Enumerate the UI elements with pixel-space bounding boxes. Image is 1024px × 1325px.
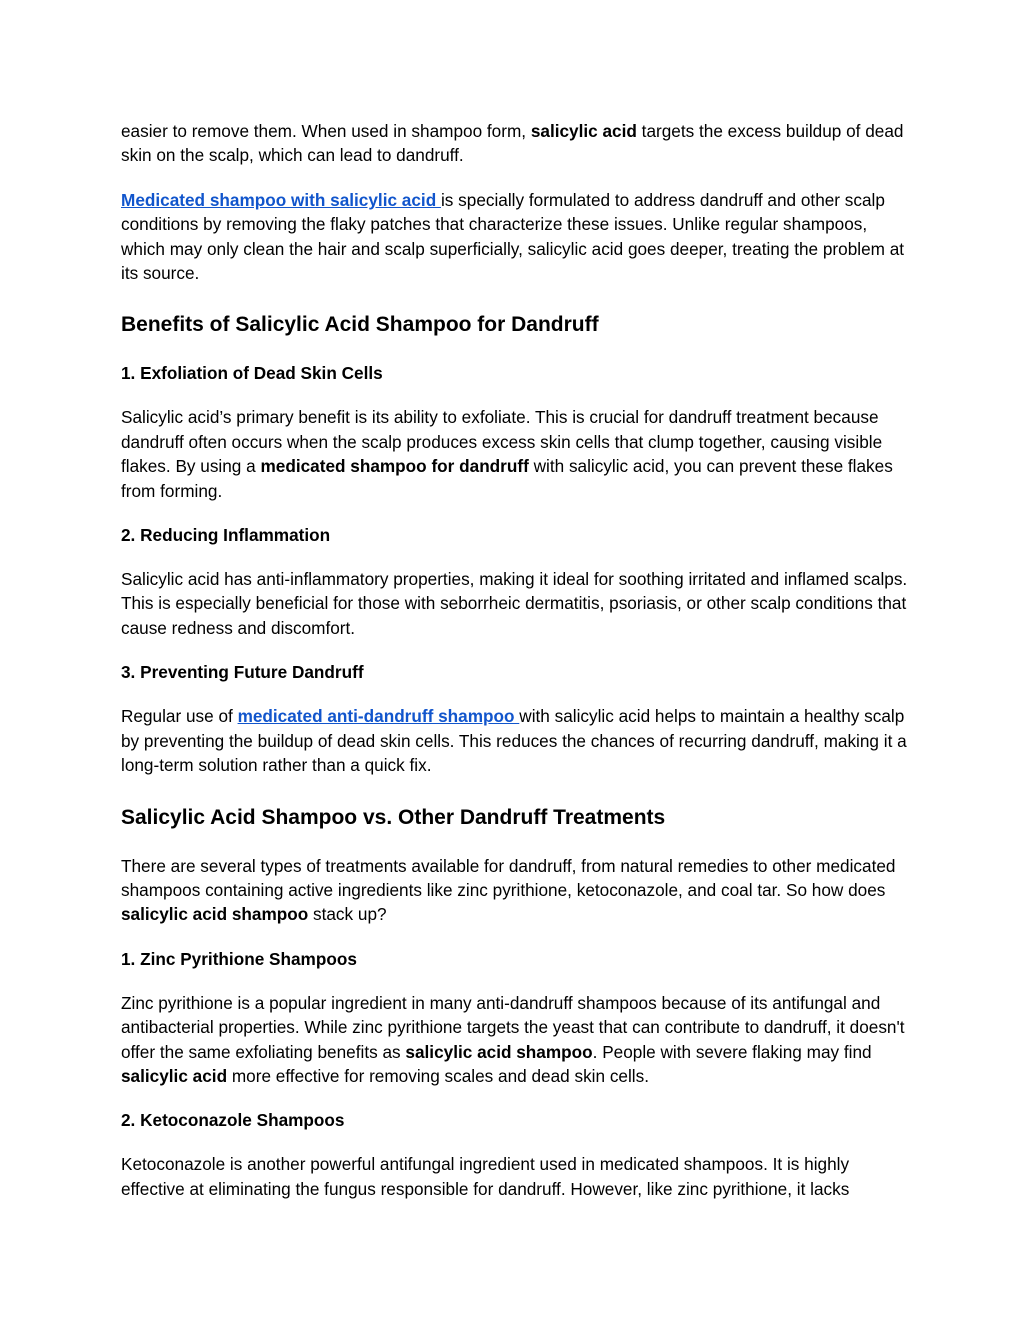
- paragraph-comparison-intro: There are several types of treatments available for dandruff, from natural remedies to other medicated shampoos containing active ingredients like zinc pyrithione, ketoconazole, and coal tar. So how does salicylic acid shampoo stack up?: [121, 855, 896, 925]
- heading-benefits: Benefits of Salicylic Acid Shampoo for Dandruff: [121, 313, 599, 337]
- paragraph-medicated: Medicated shampoo with salicylic acid is specially formulated to address dandruff and other scalp conditions by removing the flaky patches that characterize these issues. Unlike regular shampoos, which may only clean the hair and scalp superficially, salicylic acid goes deeper, treating the problem at its source.: [121, 189, 905, 284]
- link-medicated-anti-dandruff-shampoo[interactable]: medicated anti-dandruff shampoo: [237, 706, 520, 727]
- subheading-zinc: 1. Zinc Pyrithione Shampoos: [121, 948, 357, 969]
- paragraph-exfoliation: Salicylic acid’s primary benefit is its ability to exfoliate. This is crucial for dandruff treatment because dandruff often occurs when the scalp produces excess skin cells that clump together, causing visible flakes. By using a medicated shampoo for dandruff with salicylic acid, you can prevent these flakes from forming.: [121, 407, 893, 501]
- subheading-exfoliation: 1. Exfoliation of Dead Skin Cells: [121, 363, 383, 384]
- bold-keyword: salicylic acid: [121, 1065, 228, 1086]
- heading-comparison: Salicylic Acid Shampoo vs. Other Dandruff Treatments: [121, 805, 666, 829]
- paragraph-zinc: Zinc pyrithione is a popular ingredient in many anti-dandruff shampoos because of its antifungal and antibacterial properties. While zinc pyrithione targets the yeast that can contribute to dandruff, it doesn't offer the same exfoliating benefits as salicylic acid shampoo. People with severe flaking may find salicylic acid more effective for removing scales and dead skin cells.: [121, 992, 905, 1086]
- document-page: [121, 119, 911, 1201]
- paragraph-inflammation: Salicylic acid has anti-inflammatory properties, making it ideal for soothing irritated and inflamed scalps. This is especially beneficial for those with seborrheic dermatitis, psoriasis, or other scalp conditions that cause redness and discomfort.: [121, 569, 908, 638]
- bold-keyword: medicated shampoo for dandruff: [260, 456, 529, 477]
- link-medicated-shampoo-salicylic[interactable]: Medicated shampoo with salicylic acid: [121, 189, 441, 210]
- subheading-ketoconazole: 2. Ketoconazole Shampoos: [121, 1110, 345, 1131]
- bold-keyword: salicylic acid shampoo: [121, 904, 309, 925]
- paragraph-preventing: Regular use of medicated anti-dandruff shampoo with salicylic acid helps to maintain a healthy scalp by preventing the buildup of dead skin cells. This reduces the chances of recurring dandruff, making it a long-term solution rather than a quick fix.: [121, 706, 907, 776]
- bold-keyword: salicylic acid: [530, 121, 637, 141]
- paragraph-intro: easier to remove them. When used in shampoo form, salicylic acid targets the excess buildup of dead skin on the scalp, which can lead to dandruff.: [121, 121, 904, 166]
- paragraph-ketoconazole: Ketoconazole is another powerful antifungal ingredient used in medicated shampoos. It is highly effective at eliminating the fungus responsible for dandruff. However, like zinc pyrithione, it lacks: [121, 1154, 850, 1199]
- subheading-preventing: 3. Preventing Future Dandruff: [121, 662, 364, 683]
- subheading-inflammation: 2. Reducing Inflammation: [121, 525, 331, 546]
- bold-keyword: salicylic acid shampoo: [405, 1041, 593, 1062]
